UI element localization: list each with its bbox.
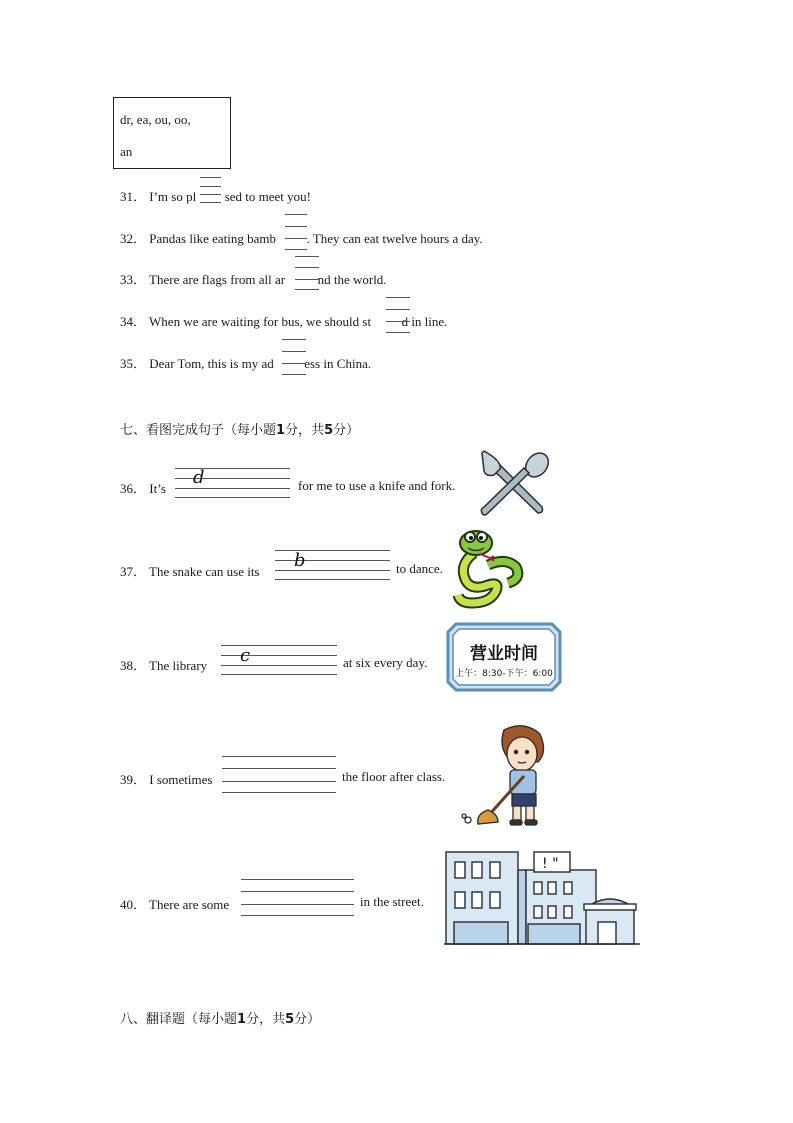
boy-sweeping-icon (458, 718, 554, 830)
answer-four-lines-37[interactable] (275, 550, 390, 580)
snake-icon (450, 525, 526, 609)
question-number: 33． (120, 272, 147, 287)
answer-four-lines-40[interactable] (241, 879, 354, 916)
question-number: 32． (120, 231, 147, 246)
question-31 (120, 186, 311, 205)
word-choice-box (113, 97, 231, 169)
blank-four-lines[interactable] (386, 297, 410, 333)
blank-four-lines[interactable] (200, 177, 221, 203)
question-32 (120, 228, 483, 247)
question-text-after-36: for me to use a knife and fork. (298, 478, 456, 493)
hint-letter: b (294, 550, 306, 571)
blank-four-lines[interactable] (285, 214, 307, 250)
answer-four-lines-39[interactable] (222, 756, 336, 793)
word-choice-line-1: dr, ea, ou, oo, (120, 112, 191, 127)
svg-text:! ": ! " (542, 856, 559, 872)
question-text-before: There are some (149, 897, 230, 912)
blank-four-lines[interactable] (282, 339, 306, 375)
question-text-after: nd the world. (317, 272, 387, 287)
question-34 (120, 311, 447, 330)
hint-letter: c (240, 645, 251, 666)
question-35 (120, 353, 371, 372)
question-37 (120, 561, 260, 580)
buildings-icon (440, 842, 654, 958)
question-text-after-40: in the street. (360, 894, 424, 909)
opening-hours-sign-icon (446, 622, 562, 692)
word-choice-line-2: an (120, 144, 133, 159)
question-text-after-39: the floor after class. (342, 769, 446, 784)
question-number: 38． (120, 658, 147, 673)
sign-title: 营业时间 (470, 644, 538, 664)
question-text-before: When we are waiting for bus, we should st (149, 314, 372, 329)
question-number: 39． (120, 772, 147, 787)
section-8-heading: 八、翻译题（每小题1分，共5分） (120, 1012, 321, 1027)
question-38 (120, 655, 207, 674)
hint-letter: d (193, 467, 205, 488)
question-40 (120, 894, 229, 913)
question-number: 31． (120, 189, 147, 204)
question-39 (120, 769, 212, 788)
question-text-before: I sometimes (149, 772, 213, 787)
sign-hours: 上午：8:30-下午：6:00 (455, 669, 553, 679)
question-text-after-37: to dance. (396, 561, 443, 576)
blank-four-lines[interactable] (295, 256, 319, 290)
question-number: 37． (120, 564, 147, 579)
question-number: 34． (120, 314, 147, 329)
question-text-after: d in line. (401, 314, 448, 329)
knife-fork-icon (474, 449, 554, 519)
question-number: 35． (120, 356, 147, 371)
question-text-after-38: at six every day. (343, 655, 428, 670)
question-text-after: sed to meet you! (224, 189, 312, 204)
question-number: 36． (120, 481, 147, 496)
question-text-before: Pandas like eating bamb (149, 231, 276, 246)
question-number: 40． (120, 897, 147, 912)
question-36 (120, 478, 166, 497)
question-text-before: There are flags from all ar (149, 272, 286, 287)
answer-four-lines-38[interactable] (221, 645, 337, 675)
question-text-before: It’s (149, 481, 166, 496)
question-text-after: ess in China. (304, 356, 372, 371)
question-text-before: Dear Tom, this is my ad (149, 356, 274, 371)
question-text-before: The snake can use its (149, 564, 260, 579)
question-text-after: . They can eat twelve hours a day. (306, 231, 483, 246)
section-7-heading: 七、看图完成句子（每小题1分，共5分） (120, 423, 360, 438)
question-33 (120, 269, 387, 288)
question-text-before: I’m so pl (149, 189, 197, 204)
question-text-before: The library (149, 658, 208, 673)
